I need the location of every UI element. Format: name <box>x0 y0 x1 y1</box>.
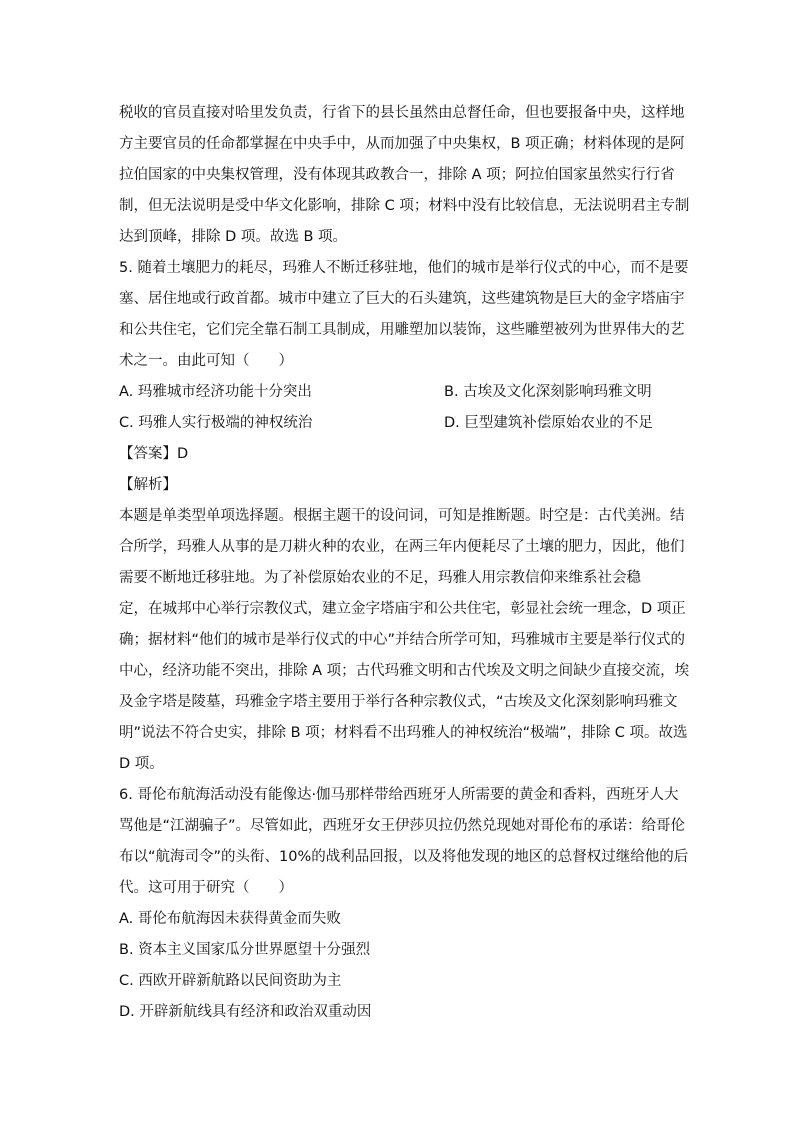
text-line: 6. 哥伦布航海活动没有能像达·伽马那样带给西班牙人所需要的黄金和香料，西班牙人大 <box>119 787 679 803</box>
question-5-answer: 【答案】D <box>119 446 189 462</box>
text-line: 塞、居住地或行政首都。城市中建立了巨大的石头建筑，这些建筑物是巨大的金字塔庙宇 <box>119 291 685 307</box>
question-6-option-a: A. 哥伦布航海因未获得黄金而失败 <box>119 911 341 927</box>
question-5-option-d: D. 巨型建筑补偿原始农业的不足 <box>444 415 653 431</box>
question-6-option-c: C. 西欧开辟新航路以民间资助为主 <box>119 973 342 989</box>
text-line: 代。这可用于研究（ ） <box>119 880 293 896</box>
question-5-options-row-2 <box>119 408 677 439</box>
question-5-option-b: B. 古埃及文化深刻影响玛雅文明 <box>444 384 652 400</box>
question-5-option-c: C. 玛雅人实行极端的神权统治 <box>119 415 313 431</box>
question-5-analysis-label: 【解析】 <box>119 477 177 493</box>
question-5-stem <box>119 253 689 377</box>
text-line: 及金字塔是陵墓，玛雅金字塔主要用于举行各种宗教仪式，“古埃及文化深刻影响玛雅文 <box>119 694 678 710</box>
explanation-continued <box>119 98 690 253</box>
page-content <box>119 98 690 1028</box>
text-line: 确；据材料“他们的城市是举行仪式的中心”并结合所学可知，玛雅城市主要是举行仪式的 <box>119 632 686 648</box>
text-line: 术之一。由此可知（ ） <box>119 353 293 369</box>
text-line: 需要不断地迁移驻地。为了补偿原始农业的不足，玛雅人用宗教信仰来维系社会稳 <box>119 570 641 586</box>
question-5-options-row-1 <box>119 377 677 408</box>
text-line: 拉伯国家的中央集权管理，没有体现其政教合一，排除 A 项；阿拉伯国家虽然实行行省 <box>119 167 675 183</box>
question-6-option-d: D. 开辟新航线具有经济和政治双重动因 <box>119 1004 372 1020</box>
text-line: 定，在城邦中心举行宗教仪式，建立金字塔庙宇和公共住宅，彰显社会统一理念，D 项正 <box>119 601 686 617</box>
question-6-stem <box>119 780 689 904</box>
question-5-option-a: A. 玛雅城市经济功能十分突出 <box>119 384 312 400</box>
text-line: D 项。 <box>119 756 164 772</box>
text-line: 税收的官员直接对哈里发负责，行省下的县长虽然由总督任命，但也要报备中央，这样地 <box>119 105 685 121</box>
question-6-option-b: B. 资本主义国家瓜分世界愿望十分强烈 <box>119 942 371 958</box>
question-5-analysis <box>119 501 690 780</box>
text-line: 和公共住宅，它们完全靠石制工具制成，用雕塑加以装饰，这些雕塑被列为世界伟大的艺 <box>119 322 685 338</box>
text-line: 方主要官员的任命都掌握在中央手中，从而加强了中央集权，B 项正确；材料体现的是阿 <box>119 136 685 152</box>
text-line: 合所学，玛雅人从事的是刀耕火种的农业，在两三年内便耗尽了土壤的肥力，因此，他们 <box>119 539 685 555</box>
text-line: 5. 随着土壤肥力的耗尽，玛雅人不断迁移驻地，他们的城市是举行仪式的中心，而不是要 <box>119 260 689 276</box>
text-line: 布以“航海司令”的头衔、10%的战利品回报，以及将他发现的地区的总督权过继给他的后 <box>119 849 689 865</box>
text-line: 本题是单类型单项选择题。根据主题干的设问词，可知是推断题。时空是：古代美洲。结 <box>119 508 685 524</box>
text-line: 达到顶峰，排除 D 项。故选 B 项。 <box>119 229 348 245</box>
text-line: 骂他是“江湖骗子”。尽管如此，西班牙女王伊莎贝拉仍然兑现她对哥伦布的承诺：给哥伦 <box>119 818 686 834</box>
text-line: 明”说法不符合史实，排除 B 项；材料看不出玛雅人的神权统治“极端”，排除 C 项。故选 <box>119 725 688 741</box>
text-line: 中心，经济功能不突出，排除 A 项；古代玛雅文明和古代埃及文明之间缺少直接交流，埃 <box>119 663 690 679</box>
text-line: 制，但无法说明是受中华文化影响，排除 C 项；材料中没有比较信息，无法说明君主专制 <box>119 198 690 214</box>
